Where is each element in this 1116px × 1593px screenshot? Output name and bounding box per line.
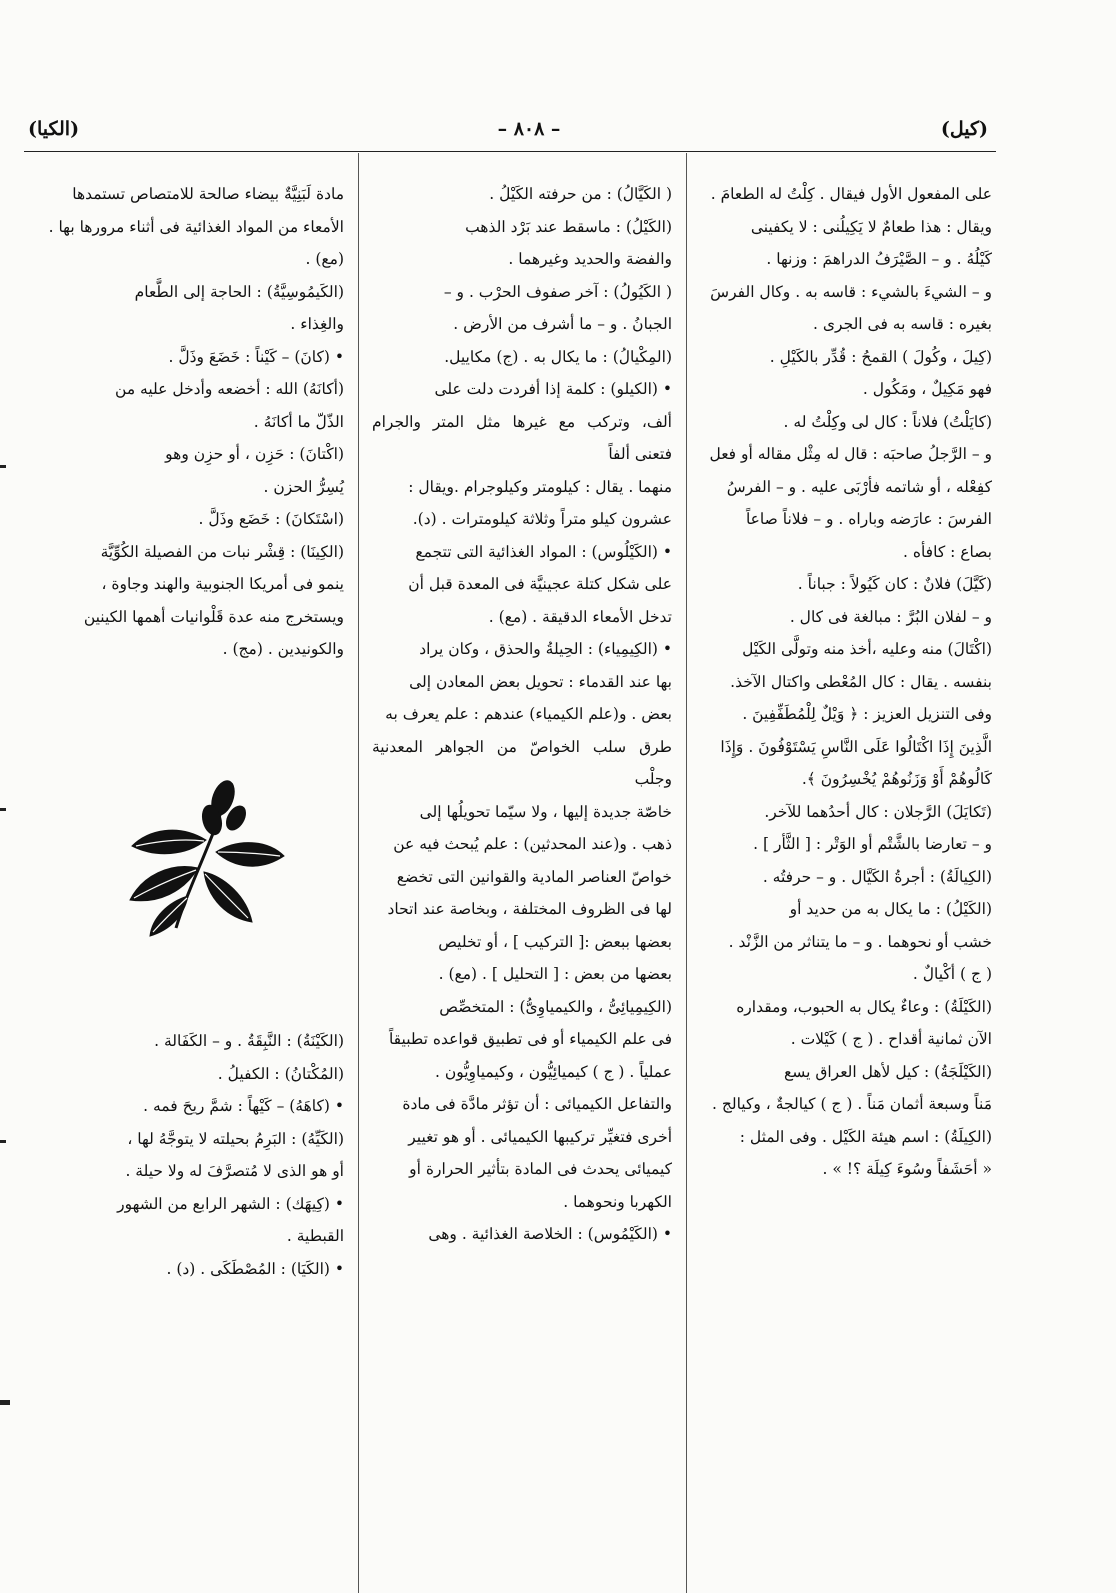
entry-line: والفضة والحديد وغيرهما . — [508, 250, 672, 268]
entry-line: • (الكَيَا) : المُصْطَكَى . (د) . — [166, 1259, 344, 1278]
running-head-right: (كيل) — [940, 118, 988, 140]
entry-line: • (الكَيْمُوس) : الخلاصة الغذائية . وهى — [428, 1225, 672, 1243]
entry-line: كَيْلُهُ . و – الصَّيْرَفُ الدراهمَ : وزنها . — [766, 250, 992, 268]
entry-line: كفِعْله ، أو شاتمه فأرْبَى عليه . و – الفرسُ — [726, 477, 992, 496]
entry-line: والغِذاء . — [290, 315, 344, 333]
entry-line: كيميائى يحدث فى المادة بتأثير الحرارة أو — [409, 1160, 672, 1178]
entry-line: أخرى فتغيِّر تركيبها الكيميائى . أو هو تغيير — [408, 1127, 672, 1146]
entry-line: والكونيدين . (مج) . — [222, 640, 344, 658]
entry-line: (الكَيْنَةُ) : النَّبِقَةُ . و – الكَفَالة . — [154, 1032, 344, 1050]
entry-line: و – تعارضا بالشَّتْم أو الوَتْر : [ الثَّأر ] . — [753, 835, 992, 853]
entry-line: فى علم الكيمياء أو فى تطبيق قواعده تطبيقاً — [388, 1030, 672, 1048]
column-divider-right — [686, 153, 687, 1593]
entry-line: عشرون كيلو متراً وثلاثة كيلومترات . (د). — [412, 510, 672, 528]
entry-line: • (الكَيْلُوس) : المواد الغذائية التى تتجمع — [415, 542, 672, 561]
entry-line: الأمعاء من المواد الغذائية فى أثناء مرورها بها . — [48, 217, 344, 236]
entry-line: ويقال : هذا طعامٌ لا يَكِيلُنى : لا يكفينى — [750, 217, 992, 236]
entry-line: (الكَيِّهُ) : البَرِمُ بحيلته لا يتوجَّهُ لها ، — [127, 1129, 344, 1148]
entry-line: (الكَيْلُ) : ما يكال به من حديد أو — [789, 900, 992, 918]
entry-line: و – الشيءَ بالشيء : قاسه به . وكال الفرسَ — [710, 282, 992, 301]
entry-line: بصاع : كافأه . — [902, 542, 992, 561]
entry-line: • (الكيلو) : كلمة إذا أفردت دلت على — [434, 380, 672, 398]
entry-line: ( ج ) أكْيالٌ . — [912, 965, 992, 983]
scan-edge-mark — [0, 1400, 10, 1405]
entry-line: (كِيلَ ، وكُولَ ) القمحُ : قُدِّر بالكَيْلِ . — [769, 347, 992, 366]
entry-line: (كَيَّلَ) فلانٌ : كان كَيُولاً : جباناً . — [797, 575, 992, 593]
entry-line: الفرسَ : عارَضه وباراه . و – فلاناً صاعاً — [745, 510, 992, 528]
entry-line: منهما . يقال : كيلومتر وكيلوجرام .ويقال : — [408, 477, 672, 496]
entry-line: بها عند القدماء : تحويل بعض المعادن إلى — [409, 672, 672, 691]
entry-line: مَناً وسبعة أثمان مَناً . ( ج ) كيالجةٌ ، وكيالج . — [712, 1095, 992, 1113]
entry-line: • (كانَ) – كَيْناً : خَضَعَ وذَلَّ . — [168, 347, 344, 366]
entry-line: يُسِرُّ الحزن . — [263, 477, 344, 496]
entry-line: القبطية . — [286, 1227, 344, 1245]
entry-line: (أكانَهُ) الله : أخضعه وأدخل عليه من — [115, 380, 344, 398]
entry-line: ينمو فى أمريكا الجنوبية والهند وجاوة ، — [101, 575, 344, 593]
entry-line: (كايَلْتُ) فلاناً : كال لى وكِلْتُ له . — [783, 412, 992, 431]
entry-line: (المُكْتانُ) : الكفيلُ . — [217, 1064, 344, 1083]
entry-line: كَالُوهُمْ أَوْ وَزَنُوهُمْ يُخْسِرُونَ ﴾. — [801, 770, 992, 788]
entry-line: ذهب . و(عند المحدثين) : علم يُبحث فيه عن — [393, 835, 672, 853]
entry-line: على المفعول الأول فيقال . كِلْتُ له الطعامَ . — [710, 185, 992, 203]
entry-line: (الكِيمِيائِىُّ ، والكيمياوِىُّ) : المتخصِّص — [439, 997, 672, 1016]
entry-line: عملياً . ( ج ) كيميائِيُّون ، وكيمياوِيُّون . — [434, 1062, 672, 1081]
entry-line: و – لفلان البُرَّ : مبالغة فى كال . — [789, 607, 992, 626]
column-left-top — [24, 178, 344, 666]
entry-line: بنفسه . يقال : كال المُعْطى واكتال الآخذ. — [730, 672, 992, 691]
column-right — [700, 178, 992, 1186]
entry-line: (الكِيلَةُ) : اسم هيئة الكَيْل . وفى المثل : — [739, 1127, 992, 1146]
entry-line: ويستخرج منه عدة قَلْوانيات أهمها الكينين — [83, 607, 344, 626]
entry-line: خاصّة جديدة إليها ، ولا سيّما تحويلُها إلى — [419, 802, 672, 821]
entry-line: ( الكَيُولُ) : آخر صفوف الحرْب . و – — [443, 282, 672, 301]
entry-line: « أحَشَفاً وسُوءَ كِيلَة ؟! » . — [822, 1160, 992, 1178]
entry-line: بغيره : قاسه به فى الجرى . — [813, 315, 992, 333]
entry-line: ألف، وتركب مع غيرها مثل المتر والجرام فتعنى ألفاً — [372, 412, 672, 463]
page-number: – ٨٠٨ – — [497, 118, 561, 140]
entry-line: والتفاعل الكيميائى : أن تؤثر مادَّة فى مادة — [402, 1095, 672, 1113]
plant-branch-illustration — [118, 768, 288, 938]
entry-line: ( الكَيَّالُ) : من حرفته الكَيْلُ . — [489, 185, 672, 203]
entry-line: بعضها من بعض : [ التحليل ] . (مع) . — [438, 965, 672, 983]
entry-line: بعض . و(علم الكيمياء) عندهم : علم يعرف به — [385, 705, 672, 723]
entry-line: خواصّ العناصر المادية والقوانين التى تخضع — [396, 867, 672, 886]
header-rule — [24, 151, 996, 152]
entry-line: (الكِيالَةُ) : أجرةُ الكَيَّال . و – حرفتُه . — [762, 867, 992, 886]
scan-edge-mark — [0, 465, 6, 468]
entry-line: (الكَيمُوسِيَّةُ) : الحاجة إلى الطَّعام — [134, 282, 344, 301]
entry-line: (الكِينَا) : قِشْر نبات من الفصيلة الكُوِّيَّة — [100, 542, 344, 561]
entry-line: الكهربا ونحوهما . — [563, 1192, 672, 1211]
entry-line: أو هو الذى لا مُتصرَّفَ له ولا حيلة . — [125, 1162, 344, 1180]
column-left-bottom — [24, 1025, 344, 1285]
entry-line: (تَكايَلَ) الرَّجلان : كال أحدُهما للآخر. — [764, 802, 992, 821]
entry-line: (المِكْيالُ) : ما يكال به . (ج) مكاييل. — [444, 347, 672, 366]
entry-line: بعضها ببعض :[ التركيب ] ، أو تخليص — [438, 932, 672, 951]
entry-line: الَّذِينَ إِذَا اكْتَالُوا عَلَى النَّاسِ يَسْتَوْفُونَ . وَإِذَا — [720, 737, 992, 756]
entry-line: تدخل الأمعاء الدقيقة . (مع) . — [488, 607, 672, 626]
scan-edge-mark — [0, 1140, 6, 1143]
entry-line: خشب أو نحوهما . و – ما يتناثر من الزَّنْد . — [728, 932, 992, 951]
entry-line: و – الرَّجلُ صاحبَه : قال له مِثْل مقاله أو فعل — [709, 445, 992, 463]
entry-line: (اسْتَكانَ) : خَضَع وذَلَّ . — [198, 510, 344, 528]
scan-edge-mark — [0, 808, 6, 811]
entry-line: (الكَيْلُ) : ماسقط عند بَرْد الذهب — [465, 217, 672, 236]
entry-line: الذّلّ ما أكانَهُ . — [253, 412, 344, 431]
entry-line: وفى التنزيل العزيز : ﴿ وَيْلٌ لِلْمُطَفِّفِينَ . — [742, 705, 992, 723]
entry-line: على شكل كتلة عجينيَّة فى المعدة قبل أن — [408, 575, 672, 593]
entry-line: (اكْتَالَ) منه وعليه ،أخذ منه وتولَّى الكَيْل — [742, 640, 992, 658]
entry-line: الجبانُ . و – ما أشرف من الأرض . — [453, 315, 672, 333]
entry-line: • (كِيهَك) : الشهر الرابع من الشهور — [117, 1194, 344, 1213]
running-head-left: (الكيا) — [28, 118, 80, 140]
entry-line: • (الكِيمِياء) : الحِيلةُ والحذق ، وكان يراد — [419, 640, 672, 658]
entry-line: (الكَيْلَجَةُ) : كيل لأهل العراق يسع — [784, 1062, 992, 1081]
entry-line: (اكْتانَ) : حَزِن ، أو حزِن وهو — [165, 445, 344, 463]
entry-line: (الكَيْلَةُ) : وعاءٌ يكال به الحبوب، ومقداره — [736, 997, 992, 1016]
column-divider-left — [358, 153, 359, 1593]
entry-line: فهو مَكِيلٌ ، ومَكُول . — [862, 380, 992, 398]
entry-line: طرق سلب الخواصّ من الجواهر المعدنية وجلْب — [372, 737, 672, 788]
entry-line: (مع) . — [305, 250, 344, 268]
entry-line: لها فى الظروف المختلفة ، وبخاصة عند اتحاد — [387, 900, 672, 918]
entry-line: الآن ثمانية أقداح . ( ج ) كَيْلات . — [790, 1030, 992, 1048]
entry-line: • (كاهَهُ) – كَيْهاً : شمَّ ريحَ فمه . — [143, 1097, 344, 1115]
column-middle — [372, 178, 672, 1251]
entry-line: مادة لَبَنِيَّةٌ بيضاء صالحة للامتصاص تستمدها — [72, 185, 344, 203]
